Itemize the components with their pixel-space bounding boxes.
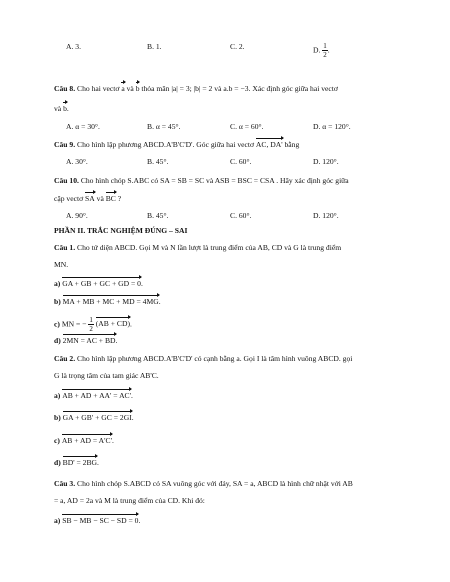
c2-statement-a: a) AB + AD + AA' = AC'.	[54, 391, 133, 400]
q7-options	[0, 42, 450, 59]
q7-fraction: $\frac{1}{2}$	[323, 42, 327, 59]
c3-statement-a: a) SB − MB − SC − SD = 0.	[54, 516, 141, 525]
q10-option-d: D. 120°.	[313, 211, 339, 220]
q10-option-a: A. 90°.	[66, 211, 88, 220]
q9-option-d: D. 120°.	[313, 157, 339, 166]
q8-text: Câu 8. Cho hai vectơ a và b thỏa mãn |a| = 3; |b| = 2 và a.b = −3. Xác định góc giữa hai vectơ	[54, 84, 338, 93]
c1-text-2: MN.	[54, 260, 69, 269]
q8-text-2: và b.	[54, 104, 69, 113]
c2-text-2: G là trọng tâm của tam giác AB'C.	[54, 371, 159, 380]
c1-statement-b: b) MA + MB + MC + MD = 4MG.	[54, 297, 161, 306]
q10-option-b: B. 45°.	[147, 211, 169, 220]
q8-option-b: B. α = 45°.	[147, 122, 181, 131]
q9-option-a: A. 30°.	[66, 157, 88, 166]
section-title: PHẦN II. TRẮC NGHIỆM ĐÚNG – SAI	[54, 226, 188, 235]
q9-option-b: B. 45°.	[147, 157, 169, 166]
q7-option-b: B. 1.	[147, 42, 162, 51]
c1-statement-d: d) 2MN = AC + BD.	[54, 336, 118, 345]
q8-condition: |a| = 3; |b| = 2	[171, 84, 213, 93]
q10-text-2: cặp vectơ SA và BC ?	[54, 194, 122, 203]
q10-options	[0, 211, 450, 223]
q10-text: Câu 10. Cho hình chóp S.ABC có SA = SB = SC và ASB = BSC = CSA . Hãy xác định góc giữa	[54, 176, 349, 185]
c3-text-2: = a, AD = 2a và M là trung điểm của CD. Khi đó:	[54, 496, 205, 505]
c1-statement-a: a) GA + GB + GC + GD = 0.	[54, 279, 143, 288]
q8-options	[0, 122, 450, 134]
q9-option-c: C. 60°.	[230, 157, 252, 166]
q9-text: Câu 9. Cho hình lập phương ABCD.A'B'C'D'. Góc giữa hai vectơ AC, DA' bằng	[54, 140, 300, 149]
q7-option-d: D. $\frac{1}{2}$ .	[313, 42, 330, 59]
c3-text: Câu 3. Cho hình chóp S.ABCD có SA vuông góc với đáy, SA = a, ABCD là hình chữ nhật với AB	[54, 479, 353, 488]
c1-text: Câu 1. Cho tứ diện ABCD. Gọi M và N lần lượt là trung điểm của AB, CD và G là trung điểm	[54, 243, 342, 252]
c2-statement-d: d) BD' = 2BG.	[54, 458, 99, 467]
q8-option-c: C. α = 60°.	[230, 122, 264, 131]
c1-statement-c: c) MN = − $\frac{1}{2}$ (AB + CD).	[54, 316, 132, 333]
q8-option-a: A. α = 30°.	[66, 122, 100, 131]
c2-text: Câu 2. Cho hình lập phương ABCD.A'B'C'D' có cạnh bằng a. Gọi I là tâm hình vuông ABCD. gọi	[54, 354, 353, 363]
q7-option-c: C. 2.	[230, 42, 245, 51]
q10-option-c: C. 60°.	[230, 211, 252, 220]
q7-option-a: A. 3.	[66, 42, 81, 51]
c2-statement-c: c) AB + AD = A'C'.	[54, 436, 114, 445]
q8-option-d: D. α = 120°.	[313, 122, 351, 131]
c2-statement-b: b) GA + GB' + GC = 2GI.	[54, 413, 134, 422]
q9-options	[0, 157, 450, 169]
